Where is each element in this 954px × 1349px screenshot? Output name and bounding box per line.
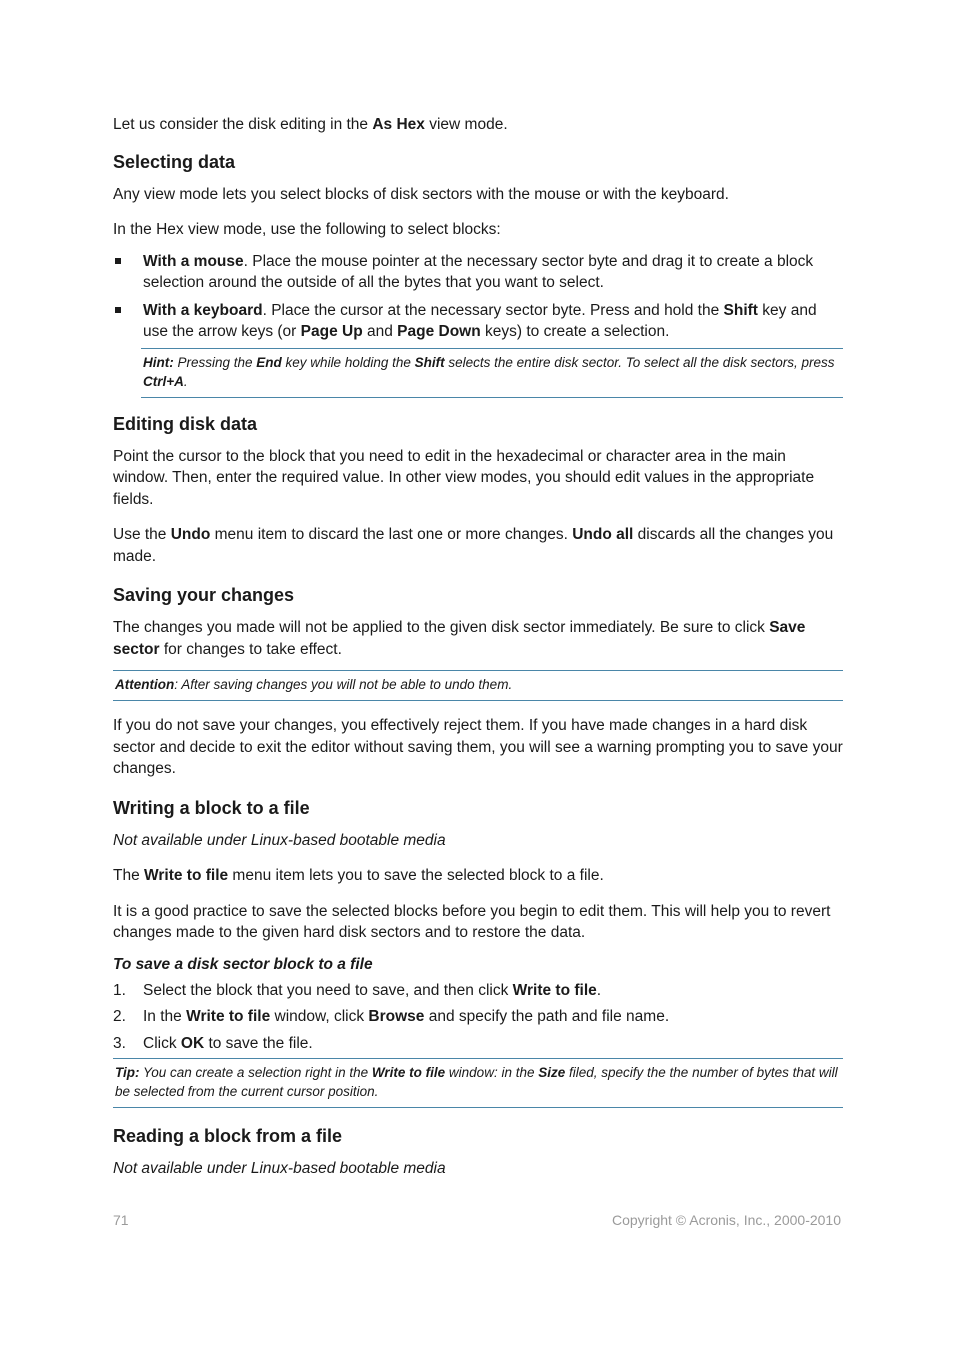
writing-paragraph-2: It is a good practice to save the selected blocks before you begin to edit them. This will help you to revert changes made to the given hard disk sectors and to restore the data. [113,902,831,941]
intro-paragraph: Let us consider the disk editing in the As Hex view mode. [113,116,508,133]
procedure-title: To save a disk sector block to a file [113,955,373,973]
copyright-text: Copyright © Acronis, Inc., 2000-2010 [612,1212,841,1228]
bullet-square-icon [115,307,121,313]
heading-editing-disk-data: Editing disk data [113,413,258,434]
bullet-keyboard: With a keyboard. Place the cursor at the necessary sector byte. Press and hold the Shift key and use the arrow keys (or Page Up and Page Down keys) to create a selection. [113,300,843,343]
heading-reading-block: Reading a block from a file [113,1126,343,1146]
reading-availability: Not available under Linux-based bootable media [113,1160,446,1177]
saving-paragraph-2: If you do not save your changes, you effectively reject them. If you have made changes in a hard disk sector and decide to exit the editor without saving them, you will see a warning prompting you to save your changes. [113,717,843,777]
hint-note: Hint: Pressing the End key while holding the Shift selects the entire disk sector. To select all the disk sectors, press Ctrl+A. [141,348,843,398]
writing-availability: Not available under Linux-based bootable media [113,831,446,849]
selecting-paragraph-2: In the Hex view mode, use the following to select blocks: [113,221,501,238]
heading-selecting-data: Selecting data [113,151,236,172]
bullet-mouse: With a mouse. Place the mouse pointer at the necessary sector byte and drag it to create a block selection around the outside of all the bytes that you want to select. [113,251,843,294]
attention-note: Attention: After saving changes you will not be able to undo them. [113,670,843,701]
step-3: 3. Click OK to save the file. [113,1034,313,1052]
heading-saving-changes: Saving your changes [113,585,295,605]
editing-paragraph-1: Point the cursor to the block that you need to edit in the hexadecimal or character area in the main window. Then, enter the required value. In other view modes, you should edit values in the appropriate fields. [113,447,815,508]
selecting-paragraph-1: Any view mode lets you select blocks of disk sectors with the mouse or with the keyboard. [113,185,729,203]
heading-writing-block: Writing a block to a file [113,797,310,818]
tip-note: Tip: You can create a selection right in the Write to file window: in the Size filed, specify the the number of bytes that will be selected from the current cursor position. [113,1058,843,1108]
page-number: 71 [113,1212,129,1228]
bullet-square-icon [115,258,121,264]
document-page [113,114,843,1194]
saving-paragraph-1: The changes you made will not be applied to the given disk sector immediately. Be sure to click Save sector for changes to take effect. [113,619,806,658]
editing-paragraph-2: Use the Undo menu item to discard the last one or more changes. Undo all discards all the changes you made. [113,526,834,565]
step-2: 2. In the Write to file window, click Browse and specify the path and file name. [113,1008,670,1025]
step-1: 1. Select the block that you need to save, and then click Write to file. [113,981,602,999]
writing-paragraph-1: The Write to file menu item lets you to save the selected block to a file. [113,867,604,884]
page-footer [113,1212,841,1228]
